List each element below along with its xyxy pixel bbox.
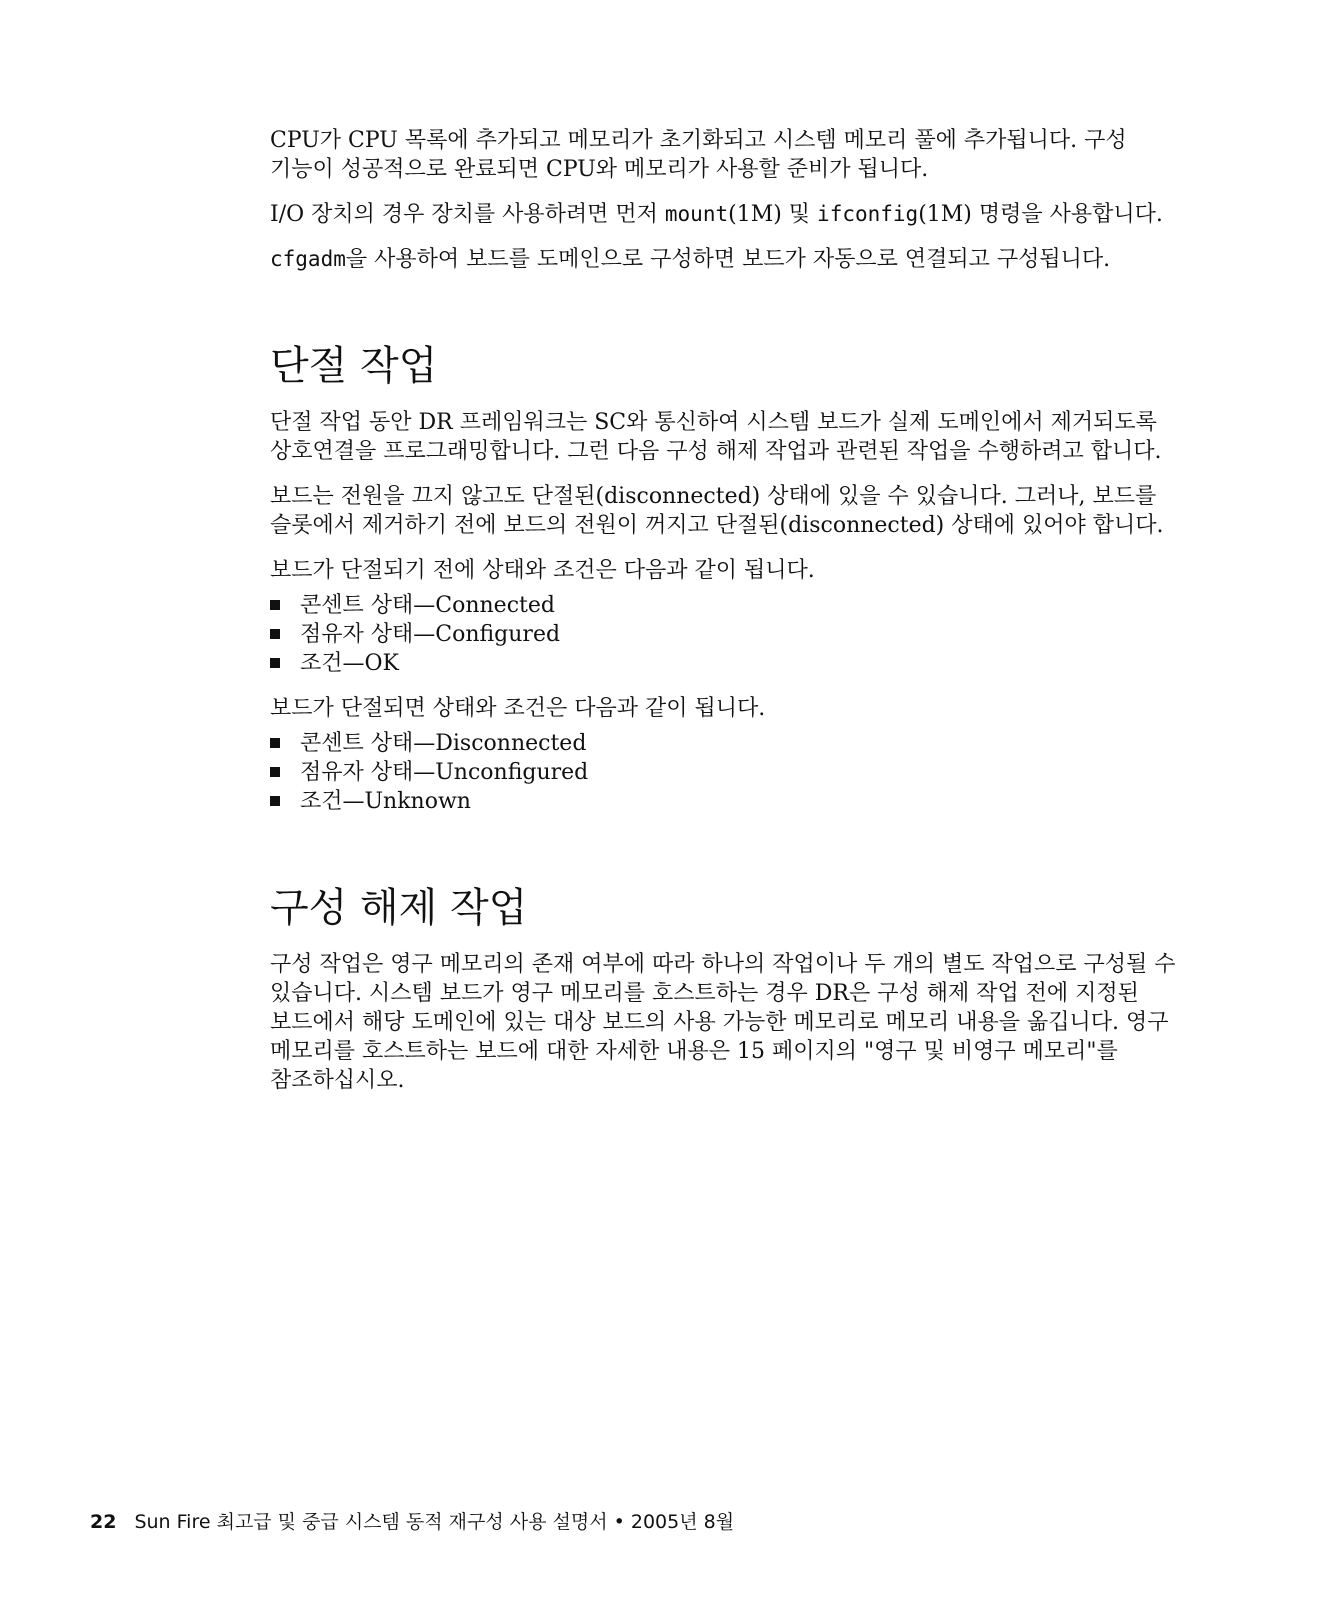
list-item-text: 조건—OK (300, 651, 399, 676)
intro-p2-text-1: I/O 장치의 경우 장치를 사용하려면 먼저 (270, 202, 665, 227)
list-item-text: 점유자 상태—Configured (300, 622, 561, 647)
bullet-square-icon (270, 796, 280, 806)
bullet-square-icon (270, 767, 280, 777)
page-number: 22 (90, 1511, 117, 1533)
disconnect-heading: 단절 작업 (270, 343, 438, 389)
intro-paragraph-2 (270, 200, 1190, 229)
intro-paragraph-3 (270, 245, 1190, 274)
unconfigure-heading: 구성 해제 작업 (270, 885, 528, 931)
after-state-list (270, 729, 1190, 816)
intro-p2-text-2: (1M) 및 (728, 202, 818, 227)
mount-command: mount (664, 202, 729, 226)
list-item (270, 758, 1190, 787)
intro-p3-text: 을 사용하여 보드를 도메인으로 구성하면 보드가 자동으로 연결되고 구성됩니다. (345, 247, 1111, 272)
list-item (270, 620, 1190, 649)
list-item-text: 콘센트 상태—Disconnected (300, 731, 587, 756)
disconnect-paragraph-2: 보드는 전원을 끄지 않고도 단절된(disconnected) 상태에 있을 수 있습니다. 그러나, 보드를 슬롯에서 제거하기 전에 보드의 전원이 꺼지고 단절된(disconnected) 상태에 있어야 합니다. (270, 484, 1164, 538)
disconnect-paragraph-1: 단절 작업 동안 DR 프레임워크는 SC와 통신하여 시스템 보드가 실제 도메인에서 제거되도록 상호연결을 프로그래밍합니다. 그런 다음 구성 해제 작업과 관련된 작업을 수행하려고 합니다. (270, 410, 1162, 464)
list-item-text: 조건—Unknown (300, 789, 471, 814)
bullet-square-icon (270, 658, 280, 668)
list-item (270, 729, 1190, 758)
bullet-square-icon (270, 738, 280, 748)
intro-p2-text-3: (1M) 명령을 사용합니다. (918, 202, 1163, 227)
bullet-square-icon (270, 629, 280, 639)
bullet-square-icon (270, 600, 280, 610)
page-body (270, 126, 1190, 1095)
list-item (270, 787, 1190, 816)
before-state-intro: 보드가 단절되기 전에 상태와 조건은 다음과 같이 됩니다. (270, 558, 815, 583)
unconfigure-paragraph-1: 구성 작업은 영구 메모리의 존재 여부에 따라 하나의 작업이나 두 개의 별도 작업으로 구성될 수 있습니다. 시스템 보드가 영구 메모리를 호스트하는 경우 DR은 구성 해제 작업 전에 지정된 보드에서 해당 도메인에 있는 대상 보드의 사용 가능한 메모리로 메모리 내용을 옮깁니다. 영구 메모리를 호스트하는 보드에 대한 자세한 내용은 15 페이지의 "영구 및 비영구 메모리"를 참조하십시오. (270, 952, 1176, 1093)
intro-paragraph-1: CPU가 CPU 목록에 추가되고 메모리가 초기화되고 시스템 메모리 풀에 추가됩니다. 구성 기능이 성공적으로 완료되면 CPU와 메모리가 사용할 준비가 됩니다. (270, 128, 1127, 182)
before-state-list (270, 591, 1190, 678)
page-footer (90, 1510, 734, 1534)
list-item-text: 콘센트 상태—Connected (300, 593, 555, 618)
cfgadm-command: cfgadm (270, 247, 346, 271)
list-item (270, 591, 1190, 620)
list-item-text: 점유자 상태—Unconfigured (300, 760, 589, 785)
list-item (270, 649, 1190, 678)
after-state-intro: 보드가 단절되면 상태와 조건은 다음과 같이 됩니다. (270, 696, 766, 721)
ifconfig-command: ifconfig (817, 202, 919, 226)
footer-title: Sun Fire 최고급 및 중급 시스템 동적 재구성 사용 설명서 • 2005년 8월 (134, 1511, 735, 1533)
